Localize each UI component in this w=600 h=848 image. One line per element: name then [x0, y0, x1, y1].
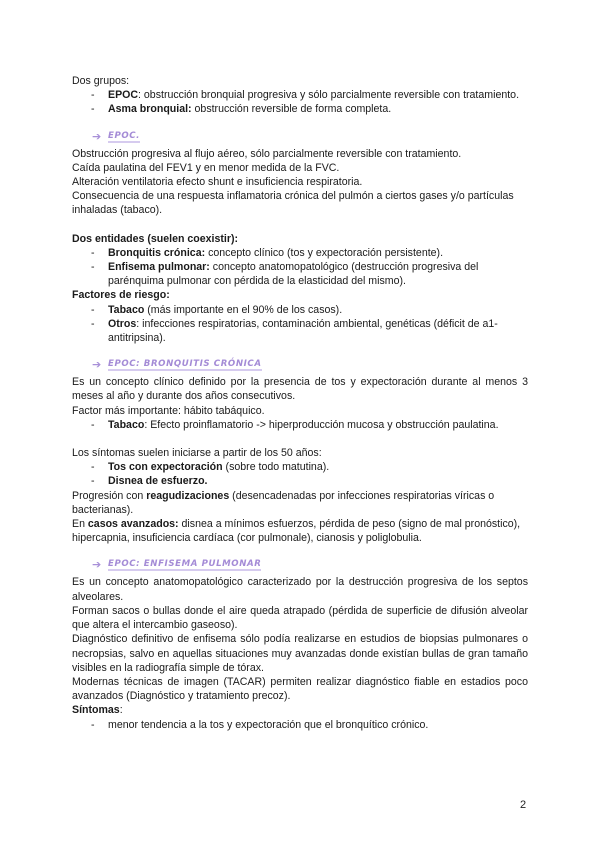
- paragraph: Modernas técnicas de imagen (TACAR) permiten realizar diagnóstico fiable en estadios poco avanzados (Diagnóstico y tratamiento precoz).: [72, 675, 528, 703]
- list-item: - Enfisema pulmonar: concepto anatomopatológico (destrucción progresiva del parénquima pulmonar con pérdida de la elasticidad del mismo).: [72, 260, 528, 288]
- arrow-right-icon: ➔: [92, 130, 102, 143]
- paragraph: Alteración ventilatoria efecto shunt e insuficiencia respiratoria.: [72, 176, 363, 189]
- list-item: - Tabaco: Efecto proinflamatorio -> hiperproducción mucosa y obstrucción paulatina.: [72, 418, 528, 432]
- section-heading-epoc: ➔ EPOC.: [92, 130, 141, 143]
- arrow-right-icon: ➔: [92, 359, 102, 372]
- list-item: - Bronquitis crónica: concepto clínico (tos y expectoración persistente).: [72, 246, 528, 260]
- risk-title: Factores de riesgo:: [72, 289, 170, 302]
- groups-intro: Dos grupos:: [72, 75, 130, 87]
- entities-list: [72, 246, 528, 289]
- risk-list: [72, 303, 528, 346]
- paragraph: Obstrucción progresiva al flujo aéreo, sólo parcialmente reversible con tratamiento.: [72, 147, 462, 160]
- symptoms-title: Síntomas:: [72, 704, 123, 717]
- paragraph: Progresión con reagudizaciones (desencadenadas por infecciones respiratorias víricas o bacterianas).: [72, 489, 495, 516]
- tabaco-list: [72, 418, 528, 432]
- paragraph: Forman sacos o bullas donde el aire queda atrapado (pérdida de superficie de difusión alveolar que altera el intercambio gaseoso).: [72, 604, 528, 632]
- list-item: - menor tendencia a la tos y expectoración que el bronquítico crónico.: [72, 718, 528, 732]
- arrow-right-icon: ➔: [92, 559, 102, 572]
- paragraph: En casos avanzados: disnea a mínimos esfuerzos, pérdida de peso (signo de mal pronóstico), hipercapnia, insuficiencia cardíaca (cor pulmonale), cianosis y poliglobulia.: [72, 518, 521, 545]
- section-heading-enfisema: ➔ EPOC: ENFISEMA PULMONAR: [92, 559, 262, 572]
- list-item: - EPOC: obstrucción bronquial progresiva y sólo parcialmente reversible con tratamiento.: [72, 88, 528, 102]
- page-number: 2: [520, 799, 527, 811]
- enfisema-symptoms-list: [72, 718, 528, 732]
- section-heading-bronquitis: ➔ EPOC: BRONQUITIS CRÓNICA: [92, 359, 262, 372]
- paragraph: Consecuencia de una respuesta inflamatoria crónica del pulmón a ciertos gases y/o partículas inhaladas (tabaco).: [72, 190, 514, 217]
- list-item: - Otros: infecciones respiratorias, contaminación ambiental, genéticas (déficit de a1-antitripsina).: [72, 317, 528, 345]
- symptoms-list: [72, 460, 528, 488]
- paragraph: Es un concepto clínico definido por la presencia de tos y expectoración durante al menos 3 meses al año y durante dos años consecutivos.: [72, 376, 528, 403]
- list-item: - Asma bronquial: obstrucción reversible de forma completa.: [72, 102, 528, 116]
- paragraph: Los síntomas suelen iniciarse a partir de los 50 años:: [72, 447, 322, 460]
- document-page: [72, 74, 528, 732]
- list-item: - Tabaco (más importante en el 90% de los casos).: [72, 303, 528, 317]
- paragraph: Diagnóstico definitivo de enfisema sólo podía realizarse en estudios de biopsias pulmonares o necropsias, salvo en aquellas situaciones muy avanzadas donde existían bullas de gran tamaño visibles en la radiografía simple de tórax.: [72, 633, 528, 674]
- list-item: - Tos con expectoración (sobre todo matutina).: [72, 460, 528, 474]
- list-item: - Disnea de esfuerzo.: [72, 474, 528, 488]
- paragraph: Caída paulatina del FEV1 y en menor medida de la FVC.: [72, 161, 340, 174]
- paragraph: Es un concepto anatomopatológico caracterizado por la destrucción progresiva de los septos alveolares.: [72, 576, 528, 603]
- groups-list: [72, 88, 528, 116]
- paragraph: Factor más importante: hábito tabáquico.: [72, 404, 265, 417]
- entities-title: Dos entidades (suelen coexistir):: [72, 232, 239, 245]
